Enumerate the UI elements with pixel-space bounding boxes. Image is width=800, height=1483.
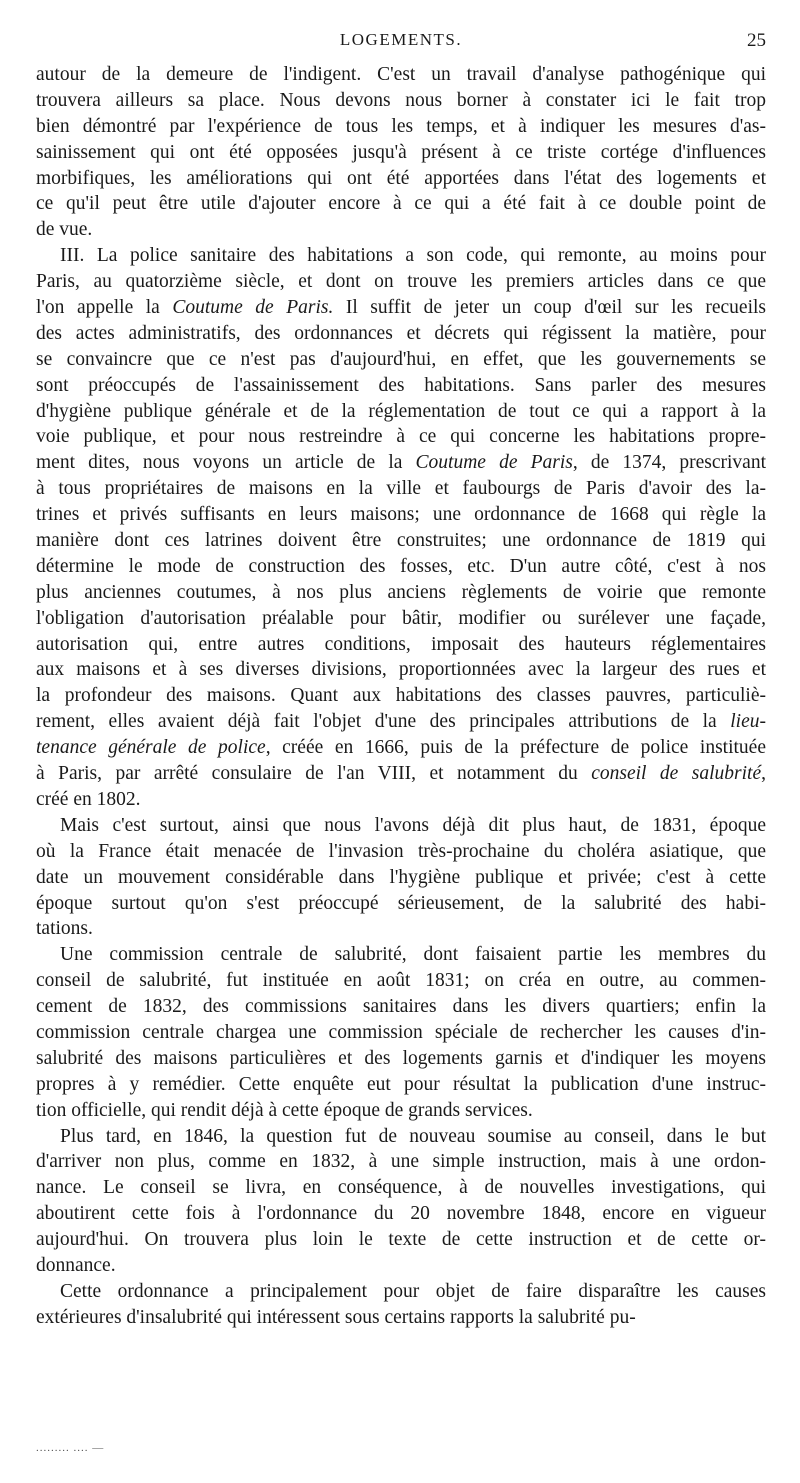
text-line: bien démontré par l'expérience de tous les temps, et à indiquer les mesures d'as- (36, 115, 766, 137)
text-segment: l'on appelle la (36, 297, 173, 319)
text-line: aux maisons et à ses diverses divisions, proportionnées avec la largeur des rues et (36, 659, 766, 681)
text-line: sainissement qui ont été opposées jusqu'à présent à ce triste cortége d'influences (36, 141, 766, 163)
text-segment: , (761, 763, 766, 785)
text-line: sont préoccupés de l'assainissement des habitations. Sans parler des mesures (36, 374, 766, 396)
text-line: voie publique, et pour nous restreindre à ce qui concerne les habitations propre- (36, 426, 766, 448)
text-line: trines et privés suffisants en leurs maisons; une ordonnance de 1668 qui règle la (36, 504, 766, 526)
text-line: autour de la demeure de l'indigent. C'est un travail d'analyse pathogénique qui (36, 64, 766, 85)
running-title: LOGEMENTS. (339, 30, 463, 49)
text-line: l'obligation d'autorisation préalable pour bâtir, modifier ou surélever une façade, (36, 607, 766, 629)
text-line: détermine le mode de construction des fosses, etc. D'un autre côté, c'est à nos (36, 555, 766, 577)
text-line: d'arriver non plus, comme en 1832, à une simple instruction, mais à une ordon- (36, 1151, 766, 1173)
text-line: extérieures d'insalubrité qui intéressent sous certains rapports la salubrité pu- (36, 1306, 636, 1328)
text-line: donnance. (36, 1254, 116, 1276)
text-line: plus anciennes coutumes, à nos plus anciens règlements de voirie que remonte (36, 581, 766, 603)
text-line: époque surtout qu'on s'est préoccupé sérieusement, de la salubrité des habi- (36, 892, 766, 914)
text-line (36, 295, 766, 321)
text-line: où la France était menacée de l'invasion très-prochaine du choléra asiatique, que (36, 840, 766, 862)
text-line: propres à y remédier. Cette enquête eut pour résultat la publication d'une instruc- (36, 1073, 766, 1095)
text-line: III. La police sanitaire des habitations a son code, qui remonte, au moins pour (60, 245, 766, 267)
text-line: d'hygiène publique générale et de la réglementation de tout ce qui a rapport à la (36, 400, 766, 422)
text-line: ce qu'il peut être utile d'ajouter encore à ce qui a été fait à ce double point de (36, 193, 766, 215)
text-line: Cette ordonnance a principalement pour objet de faire disparaître les causes (60, 1280, 766, 1302)
body-text (36, 62, 766, 1331)
text-segment: rement, elles avaient déjà fait l'objet d'une des principales attributions de la (36, 711, 731, 733)
text-line: morbifiques, les améliorations qui ont été apportées dans l'état des logements et (36, 167, 766, 189)
text-line (36, 450, 766, 476)
text-line: Plus tard, en 1846, la question fut de nouveau soumise au conseil, dans le but (60, 1125, 766, 1147)
text-segment: à Paris, par arrêté consulaire de l'an VIII, et notamment du (36, 763, 592, 785)
text-line: Mais c'est surtout, ainsi que nous l'avons déjà dit plus haut, de 1831, époque (60, 814, 766, 836)
italic-phrase: Coutume de Paris (415, 452, 573, 474)
running-head (36, 30, 766, 54)
text-line (36, 709, 766, 735)
text-line: salubrité des maisons particulières et des logements garnis et d'indiquer les moyens (36, 1047, 766, 1069)
text-line: manière dont ces latrines doivent être construites; une ordonnance de 1819 qui (36, 530, 766, 552)
text-segment: , créée en 1666, puis de la préfecture de police instituée (265, 737, 766, 759)
text-line: à tous propriétaires de maisons en la ville et faubourgs de Paris d'avoir des la- (36, 478, 766, 500)
text-line: créé en 1802. (36, 788, 141, 810)
text-line: trouvera ailleurs sa place. Nous devons nous borner à constater ici le fait trop (36, 89, 766, 111)
text-line: cement de 1832, des commissions sanitaires dans les divers quartiers; enfin la (36, 996, 766, 1018)
italic-phrase: tenance générale de police (36, 737, 266, 759)
text-line: la profondeur des maisons. Quant aux habitations des classes pauvres, particuliè- (36, 685, 766, 707)
italic-phrase: conseil de salubrité (591, 763, 762, 785)
italic-phrase: Coutume de Paris. (172, 297, 334, 319)
text-line: se convaincre que ce n'est pas d'aujourd'hui, en effet, que les gouvernements se (36, 348, 766, 370)
page-number: 25 (747, 30, 766, 51)
text-line (36, 761, 766, 787)
text-line: date un mouvement considérable dans l'hygiène publique et privée; c'est à cette (36, 866, 766, 888)
text-line (36, 735, 766, 761)
text-line: conseil de salubrité, fut instituée en août 1831; on créa en outre, au commen- (36, 970, 766, 992)
text-line: aujourd'hui. On trouvera plus loin le texte de cette instruction et de cette or- (36, 1229, 766, 1251)
text-line: de vue. (36, 219, 93, 241)
text-segment: Il suffit de jeter un coup d'œil sur les recueils (333, 297, 766, 319)
text-line: des actes administratifs, des ordonnances et décrets qui régissent la matière, pour (36, 322, 766, 344)
text-line: Paris, au quatorzième siècle, et dont on trouve les premiers articles dans ce que (36, 271, 766, 293)
text-line: commission centrale chargea une commission spéciale de rechercher les causes d'in- (36, 1021, 766, 1043)
text-line: Une commission centrale de salubrité, dont faisaient partie les membres du (60, 944, 766, 966)
italic-phrase: lieu- (730, 711, 766, 733)
footer-mark: ......... .... — (36, 1442, 105, 1454)
text-segment: ment dites, nous voyons un article de la (36, 452, 416, 474)
text-line: aboutirent cette fois à l'ordonnance du 20 novembre 1848, encore en vigueur (36, 1203, 766, 1225)
text-line: nance. Le conseil se livra, en conséquence, à de nouvelles investigations, qui (36, 1177, 766, 1199)
text-line: tion officielle, qui rendit déjà à cette époque de grands services. (36, 1099, 533, 1121)
text-segment: , de 1374, prescrivant (572, 452, 766, 474)
text-line: autorisation qui, entre autres conditions, imposait des hauteurs réglementaires (36, 633, 766, 655)
text-line: tations. (36, 918, 93, 940)
